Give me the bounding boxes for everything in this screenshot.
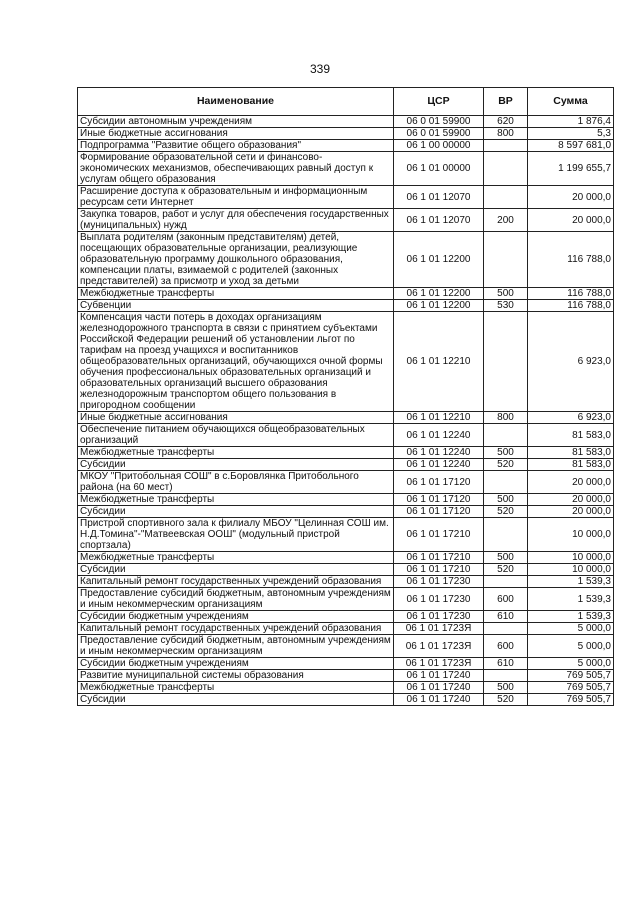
table-row — [78, 670, 614, 682]
cell-name: МКОУ "Притобольная СОШ" в с.Боровлянка Притобольного района (на 60 мест) — [78, 471, 394, 494]
cell-vr: 500 — [484, 494, 528, 506]
table-row — [78, 152, 614, 186]
cell-sum: 6 923,0 — [528, 312, 614, 412]
cell-vr: 520 — [484, 564, 528, 576]
cell-name: Субсидии бюджетным учреждениям — [78, 658, 394, 670]
header-sum: Сумма — [528, 88, 614, 116]
cell-csr: 06 1 01 12200 — [394, 232, 484, 288]
table-row — [78, 518, 614, 552]
budget-table — [77, 87, 614, 706]
cell-csr: 06 1 01 12210 — [394, 312, 484, 412]
table-row — [78, 635, 614, 658]
cell-name: Субсидии автономным учреждениям — [78, 116, 394, 128]
cell-vr — [484, 140, 528, 152]
cell-csr: 06 1 01 12200 — [394, 300, 484, 312]
table-row — [78, 140, 614, 152]
cell-csr: 06 1 01 17230 — [394, 611, 484, 623]
cell-vr — [484, 670, 528, 682]
table-row — [78, 564, 614, 576]
cell-vr — [484, 471, 528, 494]
cell-name: Иные бюджетные ассигнования — [78, 412, 394, 424]
cell-vr: 500 — [484, 682, 528, 694]
cell-sum: 1 539,3 — [528, 611, 614, 623]
cell-vr: 520 — [484, 506, 528, 518]
cell-name: Предоставление субсидий бюджетным, автономным учреждениям и иным некоммерческим организациям — [78, 635, 394, 658]
cell-csr: 06 0 01 59900 — [394, 116, 484, 128]
cell-sum: 116 788,0 — [528, 288, 614, 300]
cell-name: Межбюджетные трансферты — [78, 494, 394, 506]
cell-csr: 06 1 01 1723Я — [394, 658, 484, 670]
cell-name: Межбюджетные трансферты — [78, 288, 394, 300]
cell-name: Межбюджетные трансферты — [78, 552, 394, 564]
table-row — [78, 588, 614, 611]
cell-sum: 769 505,7 — [528, 670, 614, 682]
cell-name: Развитие муниципальной системы образования — [78, 670, 394, 682]
table-row — [78, 552, 614, 564]
cell-csr: 06 1 01 1723Я — [394, 623, 484, 635]
cell-vr — [484, 424, 528, 447]
cell-name: Пристрой спортивного зала к филиалу МБОУ "Целинная СОШ им. Н.Д.Томина"-"Матвеевская ООШ" (модульный пристрой спортзала) — [78, 518, 394, 552]
table-header-row — [78, 88, 614, 116]
cell-name: Межбюджетные трансферты — [78, 682, 394, 694]
cell-vr: 600 — [484, 635, 528, 658]
table-row — [78, 412, 614, 424]
cell-csr: 06 1 01 12200 — [394, 288, 484, 300]
cell-name: Субвенции — [78, 300, 394, 312]
cell-csr: 06 1 01 17120 — [394, 471, 484, 494]
cell-name: Формирование образовательной сети и финансово-экономических механизмов, обеспечивающих равный доступ к услугам общего образования — [78, 152, 394, 186]
cell-csr: 06 1 01 17230 — [394, 588, 484, 611]
table-row — [78, 494, 614, 506]
cell-sum: 20 000,0 — [528, 186, 614, 209]
cell-csr: 06 1 01 17240 — [394, 694, 484, 706]
table-row — [78, 694, 614, 706]
cell-csr: 06 1 01 17240 — [394, 682, 484, 694]
cell-sum: 1 199 655,7 — [528, 152, 614, 186]
cell-name: Выплата родителям (законным представителям) детей, посещающих образовательные организации, реализующие образовательную программу дошкольного образования, компенсации платы, взимаемой с родителей (законных представителей) за присмотр и уход за детьми — [78, 232, 394, 288]
cell-name: Капитальный ремонт государственных учреждений образования — [78, 576, 394, 588]
cell-name: Расширение доступа к образовательным и информационным ресурсам сети Интернет — [78, 186, 394, 209]
cell-sum: 20 000,0 — [528, 506, 614, 518]
table-row — [78, 506, 614, 518]
table-row — [78, 186, 614, 209]
cell-vr: 530 — [484, 300, 528, 312]
table-row — [78, 658, 614, 670]
cell-vr: 520 — [484, 459, 528, 471]
cell-vr — [484, 312, 528, 412]
cell-vr: 610 — [484, 611, 528, 623]
header-csr: ЦСР — [394, 88, 484, 116]
cell-csr: 06 1 01 17240 — [394, 670, 484, 682]
table-row — [78, 424, 614, 447]
cell-vr — [484, 152, 528, 186]
cell-name: Субсидии — [78, 694, 394, 706]
cell-name: Субсидии — [78, 459, 394, 471]
cell-name: Капитальный ремонт государственных учреждений образования — [78, 623, 394, 635]
cell-sum: 10 000,0 — [528, 564, 614, 576]
cell-csr: 06 1 01 12070 — [394, 186, 484, 209]
cell-vr — [484, 623, 528, 635]
table-row — [78, 232, 614, 288]
cell-name: Субсидии бюджетным учреждениям — [78, 611, 394, 623]
cell-name: Субсидии — [78, 506, 394, 518]
header-vr: ВР — [484, 88, 528, 116]
cell-csr: 06 1 01 00000 — [394, 152, 484, 186]
cell-sum: 10 000,0 — [528, 518, 614, 552]
cell-vr: 520 — [484, 694, 528, 706]
cell-csr: 06 1 01 12210 — [394, 412, 484, 424]
cell-vr — [484, 186, 528, 209]
cell-vr: 500 — [484, 447, 528, 459]
cell-csr: 06 1 01 17210 — [394, 552, 484, 564]
cell-csr: 06 1 01 17120 — [394, 506, 484, 518]
cell-csr: 06 1 01 12240 — [394, 424, 484, 447]
table-row — [78, 288, 614, 300]
cell-vr: 800 — [484, 412, 528, 424]
cell-vr: 620 — [484, 116, 528, 128]
table-row — [78, 447, 614, 459]
cell-name: Закупка товаров, работ и услуг для обеспечения государственных (муниципальных) нужд — [78, 209, 394, 232]
table-row — [78, 312, 614, 412]
table-row — [78, 682, 614, 694]
cell-csr: 06 1 01 12240 — [394, 459, 484, 471]
cell-sum: 5,3 — [528, 128, 614, 140]
cell-sum: 116 788,0 — [528, 300, 614, 312]
cell-sum: 20 000,0 — [528, 494, 614, 506]
cell-name: Межбюджетные трансферты — [78, 447, 394, 459]
table-row — [78, 116, 614, 128]
cell-sum: 1 539,3 — [528, 576, 614, 588]
cell-name: Субсидии — [78, 564, 394, 576]
table-row — [78, 300, 614, 312]
cell-name: Предоставление субсидий бюджетным, автономным учреждениям и иным некоммерческим организациям — [78, 588, 394, 611]
cell-sum: 1 539,3 — [528, 588, 614, 611]
cell-sum: 6 923,0 — [528, 412, 614, 424]
cell-sum: 10 000,0 — [528, 552, 614, 564]
cell-vr: 600 — [484, 588, 528, 611]
cell-sum: 8 597 681,0 — [528, 140, 614, 152]
cell-csr: 06 1 01 1723Я — [394, 635, 484, 658]
cell-csr: 06 1 01 17210 — [394, 564, 484, 576]
cell-vr — [484, 518, 528, 552]
table-row — [78, 611, 614, 623]
table-row — [78, 576, 614, 588]
cell-name: Подпрограмма "Развитие общего образования" — [78, 140, 394, 152]
table-row — [78, 128, 614, 140]
header-name: Наименование — [78, 88, 394, 116]
cell-sum: 81 583,0 — [528, 447, 614, 459]
cell-sum: 20 000,0 — [528, 471, 614, 494]
cell-sum: 20 000,0 — [528, 209, 614, 232]
cell-vr: 200 — [484, 209, 528, 232]
cell-vr: 800 — [484, 128, 528, 140]
cell-sum: 5 000,0 — [528, 623, 614, 635]
cell-csr: 06 0 01 59900 — [394, 128, 484, 140]
cell-csr: 06 1 01 12240 — [394, 447, 484, 459]
cell-csr: 06 1 01 17120 — [394, 494, 484, 506]
cell-vr — [484, 232, 528, 288]
cell-name: Иные бюджетные ассигнования — [78, 128, 394, 140]
cell-sum: 769 505,7 — [528, 682, 614, 694]
cell-sum: 1 876,4 — [528, 116, 614, 128]
cell-csr: 06 1 00 00000 — [394, 140, 484, 152]
table-row — [78, 623, 614, 635]
cell-csr: 06 1 01 17230 — [394, 576, 484, 588]
cell-sum: 769 505,7 — [528, 694, 614, 706]
cell-csr: 06 1 01 17210 — [394, 518, 484, 552]
cell-sum: 116 788,0 — [528, 232, 614, 288]
cell-vr — [484, 576, 528, 588]
cell-name: Компенсация части потерь в доходах организациям железнодорожного транспорта в связи с принятием субъектами Российской Федерации решений об установлении льгот по тарифам на проезд учащихся и воспитанников общеобразовательных организаций, обучающихся очной формы обучения профессиональных образовательных организаций и образовательных организаций высшего образования железнодорожным транспортом общего пользования в пригородном сообщении — [78, 312, 394, 412]
table-row — [78, 459, 614, 471]
cell-sum: 81 583,0 — [528, 424, 614, 447]
table-row — [78, 209, 614, 232]
cell-vr: 500 — [484, 288, 528, 300]
cell-sum: 81 583,0 — [528, 459, 614, 471]
cell-sum: 5 000,0 — [528, 635, 614, 658]
cell-csr: 06 1 01 12070 — [394, 209, 484, 232]
cell-sum: 5 000,0 — [528, 658, 614, 670]
cell-name: Обеспечение питанием обучающихся общеобразовательных организаций — [78, 424, 394, 447]
table-row — [78, 471, 614, 494]
cell-vr: 610 — [484, 658, 528, 670]
page-number: 339 — [309, 62, 331, 76]
cell-vr: 500 — [484, 552, 528, 564]
